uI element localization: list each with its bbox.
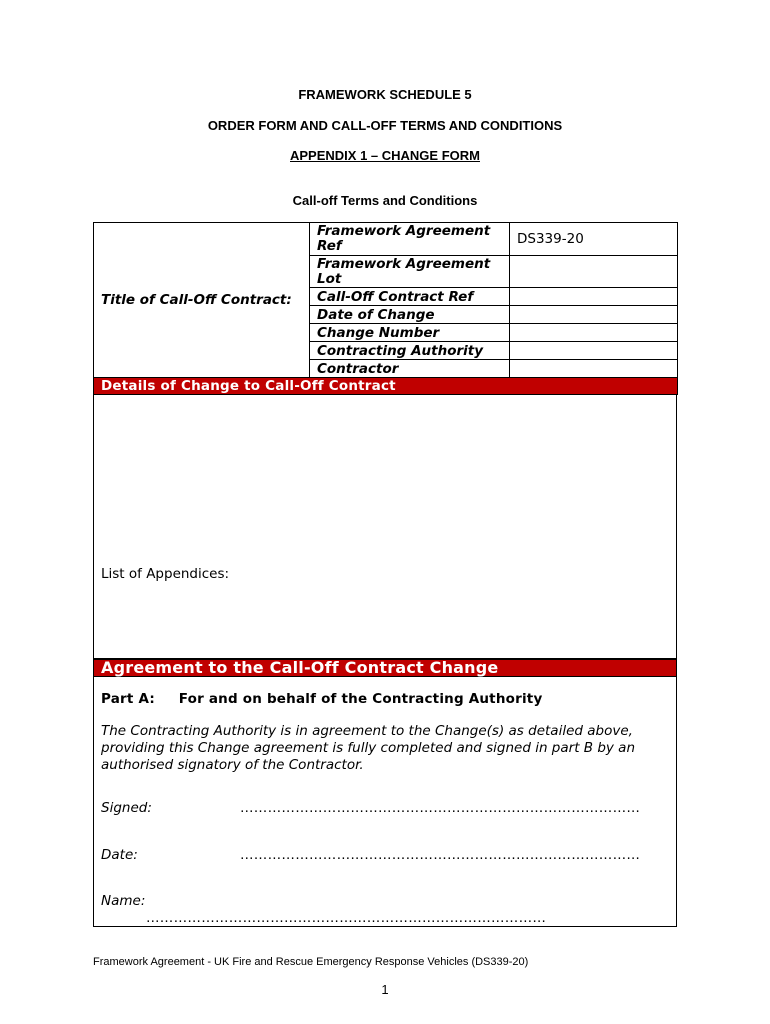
page-number: 1 <box>381 982 389 997</box>
order-form-title: ORDER FORM AND CALL-OFF TERMS AND CONDITIONS <box>207 118 563 133</box>
part-a-label: Part A: <box>101 691 155 707</box>
framework-agreement-lot-value[interactable] <box>510 256 678 288</box>
terms-subtitle: Call-off Terms and Conditions <box>292 193 478 208</box>
details-of-change-area[interactable] <box>93 395 677 659</box>
change-form-table <box>93 222 678 395</box>
signed-line[interactable]: …………………………………………………………………………… <box>240 800 641 816</box>
contractor-value[interactable] <box>510 360 678 378</box>
signed-label: Signed: <box>101 800 152 816</box>
framework-agreement-ref-value[interactable]: DS339-20 <box>510 223 678 256</box>
contracting-authority-label: Contracting Authority <box>310 342 510 360</box>
change-number-value[interactable] <box>510 324 678 342</box>
change-number-label: Change Number <box>310 324 510 342</box>
name-label: Name: <box>101 893 146 909</box>
schedule-title: FRAMEWORK SCHEDULE 5 <box>298 87 472 102</box>
part-a-heading <box>101 691 542 707</box>
date-of-change-value[interactable] <box>510 306 678 324</box>
date-of-change-label: Date of Change <box>310 306 510 324</box>
contractor-label: Contractor <box>310 360 510 378</box>
name-line[interactable]: …………………………………………………………………………… <box>146 910 547 926</box>
part-a-title: For and on behalf of the Contracting Authority <box>178 691 543 707</box>
date-line[interactable]: …………………………………………………………………………… <box>240 847 641 863</box>
date-label: Date: <box>101 847 138 863</box>
framework-agreement-ref-label: Framework Agreement Ref <box>310 223 510 256</box>
title-of-contract-label: Title of Call-Off Contract: <box>94 223 310 378</box>
call-off-contract-ref-value[interactable] <box>510 288 678 306</box>
call-off-contract-ref-label: Call-Off Contract Ref <box>310 288 510 306</box>
details-of-change-heading: Details of Change to Call-Off Contract <box>94 378 678 395</box>
footer-text: Framework Agreement - UK Fire and Rescue Emergency Response Vehicles (DS339-20) <box>93 956 529 968</box>
agreement-statement: The Contracting Authority is in agreement to the Change(s) as detailed above, providing this Change agreement is fully completed and signed in part B by an authorised signatory of the Contractor. <box>101 723 636 773</box>
agreement-heading: Agreement to the Call-Off Contract Change <box>94 660 676 676</box>
appendix-title: APPENDIX 1 – CHANGE FORM <box>290 148 480 163</box>
contracting-authority-value[interactable] <box>510 342 678 360</box>
framework-agreement-lot-label: Framework Agreement Lot <box>310 256 510 288</box>
list-of-appendices-label: List of Appendices: <box>101 566 230 582</box>
